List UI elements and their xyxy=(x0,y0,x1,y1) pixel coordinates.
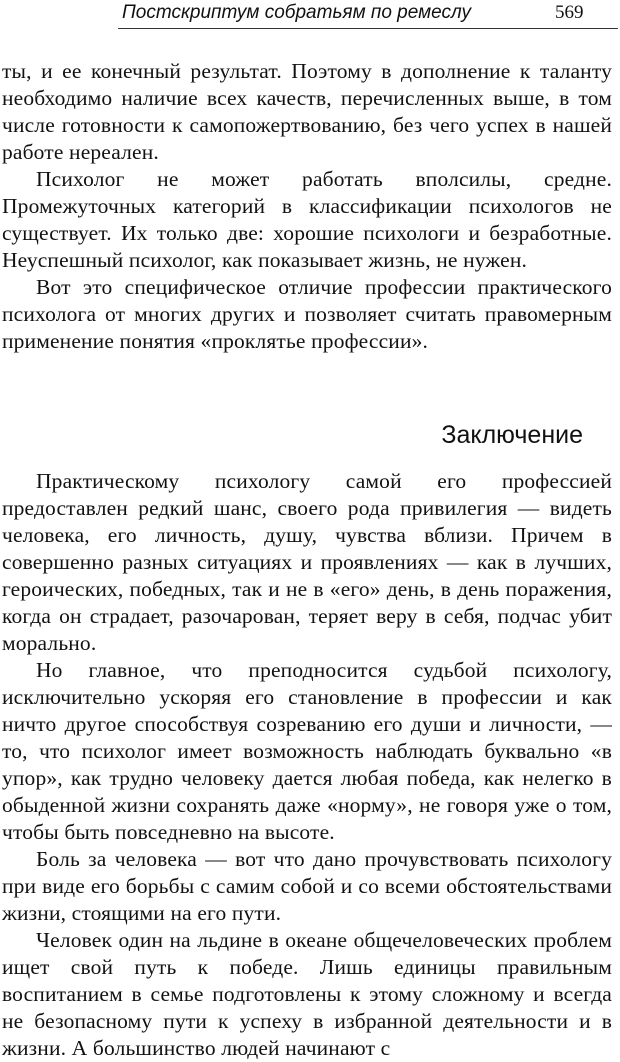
text-block-after-heading xyxy=(2,468,612,1062)
paragraph: Вот это специфическое отличие профессии практического психолога от многих других и позволяет считать правомерным применение понятия «проклятье профессии». xyxy=(2,275,612,353)
paragraph: Но главное, что преподносится судьбой психологу, исключительно ускоряя его становление в профессии и как ничто другое способствуя созреванию его души и личности, — то, что психолог имеет возможность наблюдать буквально «в упор», как трудно человеку дается любая победа, как нелегко в обыденной жизни сохранять даже «норму», не говоря уже о том, чтобы быть повседневно на высоте. xyxy=(2,658,612,844)
text-block-before-heading xyxy=(2,58,612,355)
paragraph: Человек один на льдине в океане общечеловеческих проблем ищет свой путь к победе. Лишь единицы правильным воспитанием в семье подготовлены к этому сложному и всегда не безопасному пути к успеху в избранной деятельности и в жизни. А большинство людей начинают с xyxy=(2,928,612,1060)
paragraph: Практическому психологу самой его профессией предоставлен редкий шанс, своего рода привилегия — видеть человека, его личность, душу, чувства вблизи. Причем в совершенно разных ситуациях и проявлениях — как в лучших, героических, победных, так и не в «его» день, в день поражения, когда он страдает, разочарован, теряет веру в себя, подчас убит морально. xyxy=(2,469,612,655)
paragraph: Психолог не может работать вполсилы, средне. Промежуточных категорий в классификации психологов не существует. Их только две: хорошие психологи и безработные. Неуспешный психолог, как показывает жизнь, не нужен. xyxy=(2,167,612,272)
running-head-title: Постскриптум собратьям по ремеслу xyxy=(122,2,471,23)
page-number: 569 xyxy=(555,2,584,23)
section-heading: Заключение xyxy=(441,421,583,449)
paragraph: Боль за человека — вот что дано прочувствовать психологу при виде его борьбы с самим собой и со всеми обстоятельствами жизни, стоящими на его пути. xyxy=(2,847,612,925)
paragraph-continuation: ты, и ее конечный результат. Поэтому в дополнение к таланту необходимо наличие всех качеств, перечисленных выше, в том числе готовности к самопожертвованию, без чего успех в нашей работе нереален. xyxy=(2,59,612,164)
running-head-rule xyxy=(118,28,618,29)
running-head xyxy=(0,0,620,30)
